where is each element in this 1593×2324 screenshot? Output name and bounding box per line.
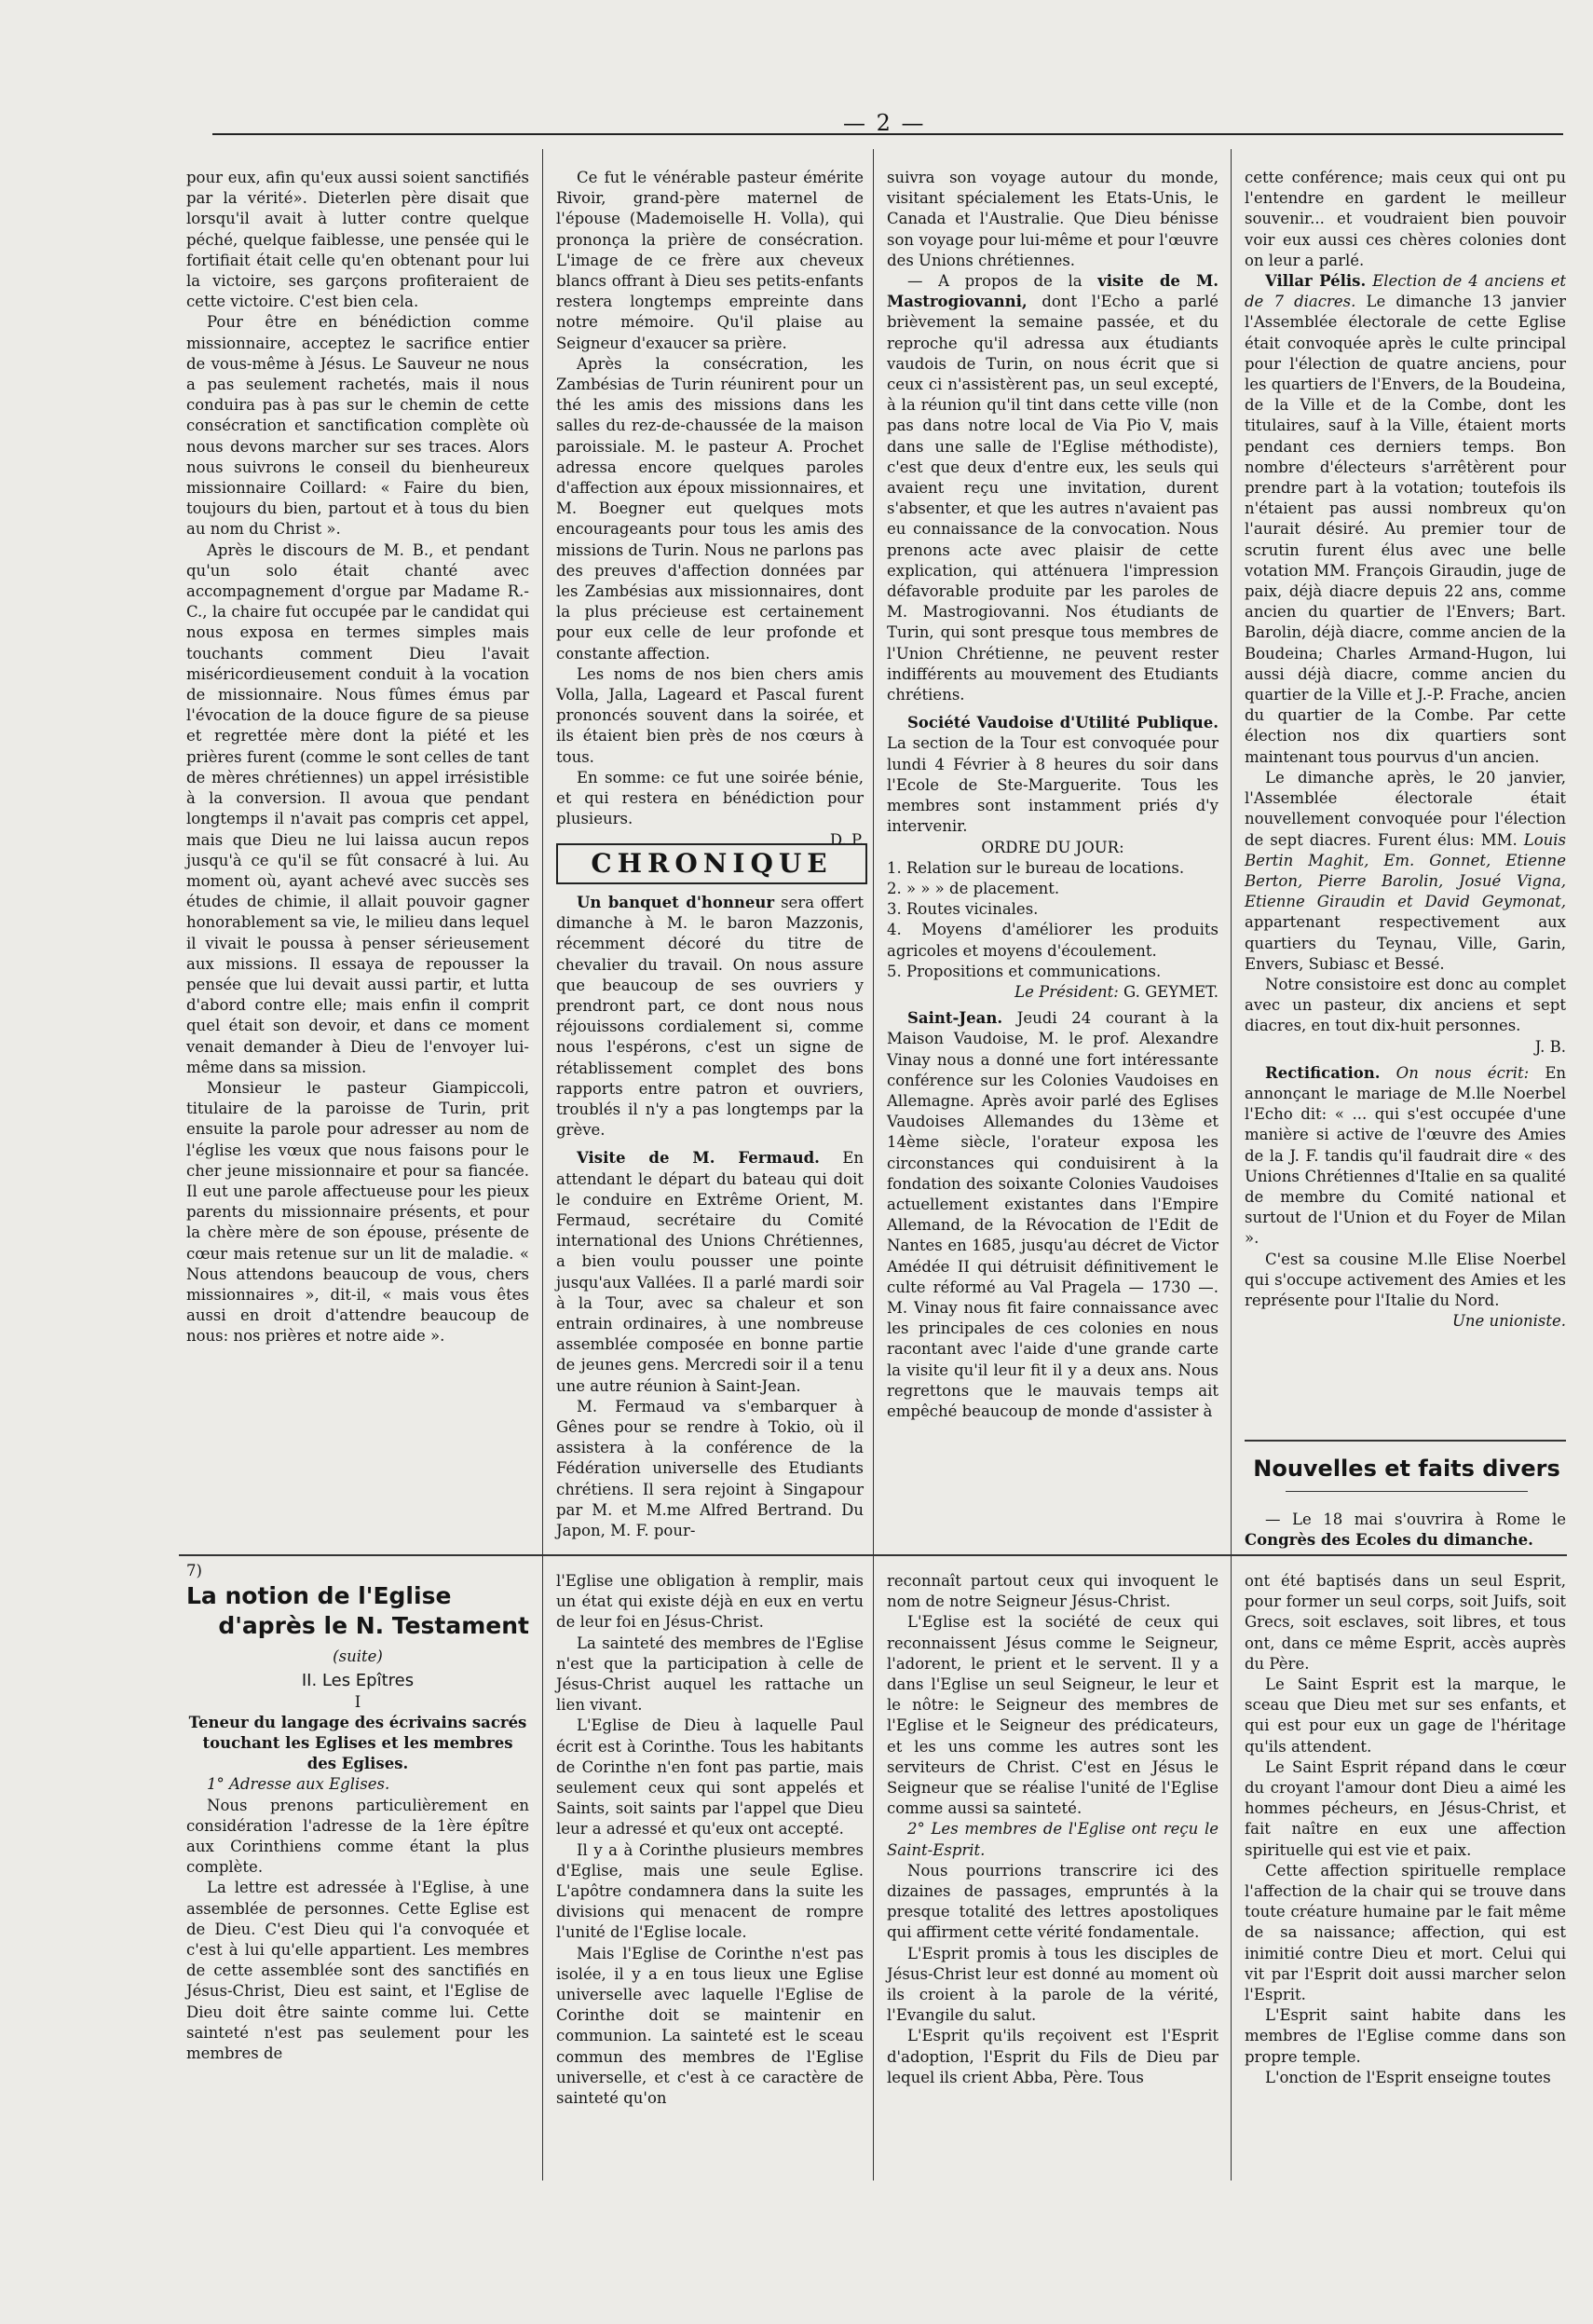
column-4-top [1245,168,1566,1332]
villar-item-3: Notre consistoire est donc au complet avec un pasteur, dix anciens et sept diacres, en tout dix-huit personnes. [1245,975,1566,1035]
column-4-bottom [1245,1571,1566,2088]
mastro-pre: — A propos de la [907,272,1098,291]
rectif-item [1245,1063,1566,1250]
rectif-text: En annonçant le mariage de M.lle Noerbel l'Echo dit: « ... qui s'est occupée d'une manière si active de l'œuvre des Amies de la J. F. tandis qu'il faudrait dire « des Unions Chrétiennes d'Italie en sa qualité de membre du Comité national et surtout de l'Union et du Foyer de Milan ». [1245,1063,1566,1248]
page-number: — 2 — [843,110,926,136]
signature: D. P. [829,830,864,849]
header-rule [212,133,1563,135]
sig-label: Le Président: [1014,982,1119,1001]
paragraph: En somme: ce fut une soirée bénie, et qui restera en bénédiction pour plusieurs. [556,768,864,828]
saintjean-lead: Saint-Jean. [907,1009,1003,1028]
ordre-item: 3. Routes vicinales. [887,900,1039,919]
paragraph: Le Saint Esprit répand dans le cœur du croyant l'amour dont Dieu a aimé les hommes pécheurs, en Jésus-Christ, et fait naître en eux une affection spirituelle qui est vie et paix. [1245,1757,1566,1859]
paragraph: pour eux, afin qu'eux aussi soient sanctifiés par la vérité». Dieterlen père disait que lorsqu'il avait à lutter contre quelque péché, quelque faiblesse, une pensée qui le fortifiait était celle qu'en obtenant pour lui la victoire, ses garçons profiteraient de cette victoire. C'est bien cela. [186,169,529,311]
article-suite: (suite) [333,1647,383,1666]
villar-text: Le dimanche 13 janvier l'Assemblée électorale de cette Eglise était convoquée après le culte principal pour l'élection de quatre anciens, pour les quartiers de l'Envers, de la Boudeina, de la Ville et de la Combe, dont les titulaires, sauf à la Ville, étaient morts pendant ces derniers temps. Bon nombre d'électeurs s'arrêtèrent pour prendre part à la votation; toutefois ils n'étaient pas aussi nombreux qu'on l'aurait désiré. Au premier tour de scrutin furent élus avec une belle votation MM. François Giraudin, juge de paix, déjà diacre depuis 22 ans, comme ancien du quartier de l'Envers; Bart. Barolin, déjà diacre, comme ancien de la Boudeina; Charles Armand-Hugon, lui aussi déjà diacre, comme ancien du quartier de la Ville et J.-P. Frache, ancien du quartier de la Combe. Par cette élection nos dix quartiers sont maintenant tous pourvus d'un ancien. [1245,293,1566,766]
nouvelles-heading: Nouvelles et faits divers [1253,1456,1560,1482]
section-divider [1245,1440,1566,1442]
villar-item-2 [1245,768,1566,975]
mastro-lead: visite de M. Mastrogiovanni, [887,272,1219,311]
banquet-lead: Un banquet d'honneur [577,894,775,911]
article-section: I [354,1692,361,1711]
mastro-text: dont l'Echo a parlé brièvement la semaine passée, et du reproche qu'il adressa aux étudiants vaudois de Turin, on nous écrit que si ceux ci n'assistèrent pas, un seul excepté, à la réunion qu'il tint dans cette ville (non pas dans notre local de Via Pio V, mais dans une salle de l'Eglise méthodiste), c'est que deux d'entre eux, les seuls qui avaient reçu une invitation, durent s'absenter, et que les autres n'avaient pas eu connaissance de la convocation. Nous prenons acte avec plaisir de cette explication, qui atténuera l'impression défavorable produite par les paroles de M. Mastrogiovanni. Nos étudiants de Turin, qui sont presque tous membres de l'Union Chrétienne, ne peuvent rester indifférents au mouvement des Etudiants chrétiens. [887,293,1219,704]
societe-text: La section de la Tour est convoquée pour lundi 4 Février à 8 heures du soir dans l'Ecole de Ste-Marguerite. Tous les membres sont instamment priés d'y intervenir. [887,734,1219,836]
paragraph: Mais l'Eglise de Corinthe n'est pas isolée, il y a en tous lieux une Eglise universelle avec laquelle l'Eglise de Corinthe doit se maintenir en communion. La sainteté est le sceau commun des membres de l'Eglise universelle, et c'est à ce caractère de sainteté qu'on [556,1944,864,2108]
paragraph: L'Esprit saint habite dans les membres de l'Eglise comme dans son propre temple. [1245,2006,1566,2066]
fermaud-item-2: M. Fermaud va s'embarquer à Gênes pour se rendre à Tokio, où il assistera à la conférence de la Fédération universelle des Etudiants chrétiens. Il sera rejoint à Singapour par M. et M.me Alfred Bertrand. Du Japon, M. F. pour- [556,1397,864,1540]
paragraph: ont été baptisés dans un seul Esprit, pour former un seul corps, soit Juifs, soit Grecs, soit esclaves, soit libres, et tous ont, dans ce même Esprit, accès auprès du Père. [1245,1572,1566,1673]
paragraph: Le Saint Esprit est la marque, le sceau que Dieu met sur ses enfants, et qui est pour eux un gage de l'héritage qu'ils attendent. [1245,1675,1566,1756]
paragraph: cette conférence; mais ceux qui ont pu l'entendre en gardent le meilleur souvenir... et voudraient bien pouvoir voir eux aussi ces chères colonies dont on leur a parlé. [1245,169,1566,269]
paragraph: Les noms de nos bien chers amis Volla, Jalla, Lageard et Pascal furent prononcés souvent dans la soirée, et ils étaient bien près de nos cœurs à tous. [556,664,864,766]
congres-pre: — Le 18 mai s'ouvrira à Rome le [1265,1511,1566,1528]
article-title-line1: La notion de l'Eglise [186,1582,452,1610]
paragraph: suivra son voyage autour du monde, visitant spécialement les Etats-Unis, le Canada et l'Australie. Que Dieu bénisse son voyage pour lui-même et pour l'œuvre des Unions chrétiennes. [887,169,1219,269]
article-subheading: 1° Adresse aux Eglises. [207,1775,390,1794]
column-2-bottom [556,1571,864,2109]
ordre-item: 2. » » » de placement. [887,879,1060,897]
article-heading: Teneur du langage des écrivains sacrés touchant les Eglises et les membres des Eglises. [188,1713,527,1773]
congres-item [1245,1510,1566,1551]
congres-lead: Congrès des Ecoles du dimanche. [1245,1531,1533,1550]
article-part: II. Les Epîtres [301,1671,415,1691]
societe-signature [887,982,1219,1003]
section-divider [1286,1491,1528,1492]
saintjean-text: Jeudi 24 courant à la Maison Vaudoise, M. le prof. Alexandre Vinay nous a donné une fort intéressante conférence sur les Colonies Vaudoises en Allemagne. Après avoir parlé des Eglises Vaudoises Allemandes du 13ème et 14ème siècle, l'orateur exposa les circonstances qui conduisirent à la fondation des soixante Colonies Vaudoises actuellement existantes dans l'Empire Allemand, de la Révocation de l'Edit de Nantes en 1685, jusqu'au décret de Victor Amédée II qui détruisit définitivement le culte réformé au Val Pragela — 1730 —. M. Vinay nous fit faire connaissance avec les principales de ces colonies en nous racontant avec l'aide d'une grande carte la visite qu'il leur fit il y a deux ans. Nous regrettons que le mauvais temps ait empêché beaucoup de monde d'assister à [887,1009,1219,1420]
column-1-top [186,168,529,1347]
societe-item [887,713,1219,837]
paragraph: l'Eglise une obligation à remplir, mais un état qui existe déjà en eux en vertu de leur foi en Jésus-Christ. [556,1572,864,1632]
rectif-item-2: C'est sa cousine M.lle Elise Noerbel qui s'occupe activement des Amies et les représente pour l'Italie du Nord. [1245,1250,1566,1309]
fermaud-lead: Visite de M. Fermaud. [577,1149,820,1168]
paragraph: L'Esprit promis à tous les disciples de Jésus-Christ leur est donné au moment où ils croient à la parole de la vérité, l'Evangile du salut. [887,1944,1219,2025]
paragraph: Ce fut le vénérable pasteur émérite Rivoir, grand-père maternel de l'épouse (Mademoiselle H. Volla), qui prononça la prière de consécration. L'image de ce frère aux cheveux blancs offrant à Dieu ses petits-enfants restera longtemps empreinte dans notre mémoire. Qu'il plaise au Seigneur d'exaucer sa prière. [556,169,864,352]
chronique-column [556,893,864,1541]
column-2-top [556,168,864,851]
sig-name: G. GEYMET. [1123,982,1219,1001]
paragraph: La lettre est adressée à l'Eglise, à une assemblée de personnes. Cette Eglise est de Dieu. C'est Dieu qui l'a convoquée et c'est à lui qu'elle appartient. Les membres de cette assemblée sont des sanctifiés en Jésus-Christ, Dieu est saint, et l'Eglise de Dieu doit être sainte comme lui. Cette sainteté n'est pas seulement pour les membres de [186,1879,529,2063]
article-title-line2: d'après le N. Testament [218,1612,529,1640]
paragraph: La sainteté des membres de l'Eglise n'est que la participation à celle de Jésus-Christ auquel les rattache un lien vivant. [556,1634,864,1715]
section-divider [179,1554,1567,1556]
signature: J. B. [1534,1037,1566,1056]
subheading: 2° Les membres de l'Eglise ont reçu le Saint-Esprit. [887,1820,1219,1859]
fermaud-text: En attendant le départ du bateau qui doit le conduire en Extrême Orient, M. Fermaud, secrétaire du Comité international des Unions Chrétiennes, a bien voulu pousser une pointe jusqu'aux Vallées. Il a parlé mardi soir à la Tour, avec sa chaleur et son entrain ordinaires, à une nombreuse assemblée composée en bonne partie de jeunes gens. Mercredi soir il a tenu une autre réunion à Saint-Jean. [556,1149,865,1395]
paragraph: Nous pourrions transcrire ici des dizaines de passages, empruntés à la presque totalité des lettres apostoliques qui affirment cette vérité fondamentale. [887,1861,1219,1942]
column-divider [873,149,874,2180]
paragraph: Cette affection spirituelle remplace l'affection de la chair qui se trouve dans toute créature humaine par le fait même de sa naissance; affection, qui est inimitié contre Dieu et mort. Celui qui vit par l'Esprit doit aussi marcher selon l'Esprit. [1245,1861,1566,2004]
villar-text2b: appartenant respectivement aux quartiers du Teynau, Ville, Garin, Envers, Subiasc et Bessé. [1245,913,1566,973]
paragraph: Nous prenons particulièrement en considération l'adresse de la 1ère épître aux Corinthiens comme étant la plus complète. [186,1796,529,1877]
paragraph: Pour être en bénédiction comme missionnaire, acceptez le sacrifice entier de vous-même à Jésus. Le Sauveur ne nous a pas seulement rachetés, mais il nous conduira pas à pas sur le chemin de cette consécration et sanctification complète où nous devons marcher sur ses traces. Alors nous suivrons le conseil du bienheureux missionnaire Coillard: « Faire du bien, toujours du bien, partout et à tous du bien au nom du Christ ». [186,313,529,539]
chronique-heading: CHRONIQUE [556,843,867,884]
saintjean-item [887,1008,1219,1422]
column-divider [1231,149,1232,2180]
paragraph: L'Eglise de Dieu à laquelle Paul écrit est à Corinthe. Tous les habitants de Corinthe n'en font pas partie, mais seulement ceux qui sont appelés et Saints, soit saints par l'appel que Dieu leur a adressé et qu'eux ont accepté. [556,1716,864,1839]
rectif-lead: Rectification. [1265,1063,1381,1082]
ordre-item: 1. Relation sur le bureau de locations. [887,858,1185,877]
banquet-text: sera offert dimanche à M. le baron Mazzonis, récemment décoré du titre de chevalier du travail. On nous assure que beaucoup de ses ouvriers y prendront part, ce dont nous nous réjouissons cordialement si, comme nous l'espérons, c'est un signe de rétablissement complet des bons rapports entre patron et ouvriers, troublés il n'y a pas longtemps par la grève. [556,894,864,1140]
societe-lead: Société Vaudoise d'Utilité Publique. [907,714,1219,732]
banquet-item [556,893,864,1141]
paragraph: reconnaît partout ceux qui invoquent le nom de notre Seigneur Jésus-Christ. [887,1572,1219,1611]
villar-text2a: Le dimanche après, le 20 janvier, l'Assemblée électorale était nouvellement convoquée pour l'élection de sept diacres. Furent élus: MM. [1245,768,1566,849]
paragraph: Monsieur le pasteur Giampiccoli, titulaire de la paroisse de Turin, prit ensuite la parole pour adresser au nom de l'église les vœux que nous faisons pour le cher jeune missionnaire et pour sa fiancée. Il eut une parole affectueuse pour les pieux parents du missionnaire présents, et pour la chère mère de son épouse, présente de cœur mais retenue sur un lit de maladie. « Nous attendons beaucoup de vous, chers missionnaires », dit-il, « mais vous êtes aussi en droit d'attendre beaucoup de nous: nos prières et notre aide ». [186,1078,529,1346]
rectif-lead2: On nous écrit: [1380,1063,1530,1082]
paragraph: L'onction de l'Esprit enseigne toutes [1265,2068,1551,2086]
ordre-item: 4. Moyens d'améliorer les produits agricoles et moyens d'écoulement. [887,921,1219,960]
paragraph: Après le discours de M. B., et pendant qu'un solo était chanté avec accompagnement d'orgue par Madame R.-C., la chaire fut occupée par le candidat qui nous exposa en termes simples mais touchants comment Dieu l'avait miséricordieusement conduit à la vocation de missionnaire. Nous fûmes émus par l'évocation de la douce figure de sa pieuse et regrettée mère dont la piété et les prières furent (comme le sont celles de tant de mères chrétiennes) un appel irrésistible à la conversion. Il avoua que pendant longtemps il n'avait pas compris cet appel, mais que Dieu ne lui laissa aucun repos jusqu'à ce qu'il se fût consacré à lui. Au moment où, ayant achevé avec succès ses études de chimie, il allait pouvoir gagner honorablement sa vie, le milieu dans lequel il vivait le poussa à penser sérieusement aux missions. Il essaya de repousser la pensée que lui devait aussi partir, et lutta d'abord contre elle; mais enfin il comprit quel était son devoir, et dans ce moment venait demander à Dieu de l'envoyer lui-même dans sa mission. [186,540,529,1076]
rectif-sig: Une unioniste. [1451,1312,1566,1331]
villar-names: Louis Bertin Maghit, Em. Gonnet, Etienne Berton, Pierre Barolin, Josué Vigna, Etienne Giraudin et David Geymonat, [1245,830,1566,911]
signature [1245,1311,1566,1332]
mastro-item [887,271,1219,705]
column-3-top [887,168,1219,1422]
paragraph: Après la consécration, les Zambésias de Turin réunirent pour un thé les amis des missions dans les salles du rez-de-chaussée de la maison paroissiale. M. le pasteur A. Prochet adressa encore quelques paroles d'affection aux époux missionnaires, et M. Boegner eut quelques mots encourageants pour tous les amis des missions de Turin. Nous ne parlons pas des preuves d'affection données par les Zambésias aux missionnaires, dont la plus précieuse est certainement pour eux celle de leur profonde et constante affection. [556,354,864,663]
villar-lead2: Election de 4 anciens et de 7 diacres. [1245,272,1566,311]
article-number: 7) [186,1562,202,1579]
column-divider [542,149,543,2180]
villar-item [1245,271,1566,768]
ordre-title: ORDRE DU JOUR: [981,838,1124,856]
paragraph: L'Esprit qu'ils reçoivent est l'Esprit d'adoption, l'Esprit du Fils de Dieu par lequel ils crient Abba, Père. Tous [887,2027,1219,2086]
paragraph: Il y a à Corinthe plusieurs membres d'Eglise, mais une seule Eglise. L'apôtre condamnera dans la suite les divisions qui menacent de rompre l'unité de l'Eglise locale. [556,1840,864,1942]
fermaud-item [556,1148,864,1396]
notion-article [186,1561,529,2064]
ordre-item: 5. Propositions et communications. [887,962,1162,980]
villar-lead: Villar Pélis. [1265,272,1367,291]
paragraph: L'Eglise est la société de ceux qui reconnaissent Jésus comme le Seigneur, l'adorent, le prient et le servent. Il y a dans l'Eglise un seul Seigneur, le leur et le nôtre: le Seigneur des membres de l'Eglise et le Seigneur des prédicateurs, et les uns comme les autres sont les serviteurs de Christ. C'est en Jésus le Seigneur que se réalise l'unité de l'Eglise comme aussi sa sainteté. [887,1613,1219,1818]
column-3-bottom [887,1571,1219,2088]
